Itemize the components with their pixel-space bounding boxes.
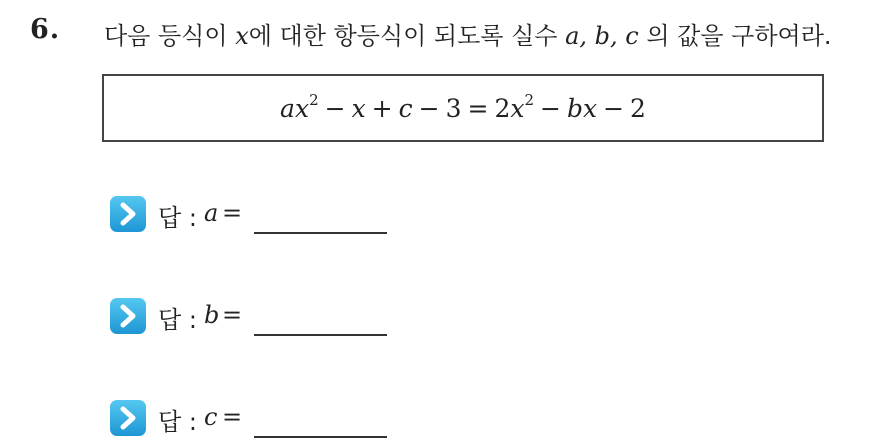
equation-box <box>102 74 824 142</box>
eq-b: b <box>566 93 583 123</box>
question-text-part3: 의 값을 구하여라. <box>638 22 832 50</box>
chevron-right-icon <box>110 196 146 232</box>
answer-blank-b[interactable] <box>254 334 387 336</box>
answer-variable: a <box>204 199 219 227</box>
answer-label: 답 : <box>158 306 197 334</box>
eq-x4: x <box>582 93 598 123</box>
answer-variable: b <box>204 301 220 329</box>
answer-equals: = <box>222 199 243 227</box>
answer-blank-c[interactable] <box>254 436 387 438</box>
eq-exp1: 2 <box>309 90 319 109</box>
equation <box>280 90 646 123</box>
question-text-part2: 에 대한 항등식이 되도록 실수 <box>248 22 566 50</box>
answer-label: 답 : <box>158 204 197 232</box>
eq-x3: x <box>510 93 525 123</box>
eq-minus3: − <box>540 93 561 123</box>
question-text-part1: 다음 등식이 <box>104 22 236 50</box>
question-vars-abc: a, b, c <box>565 22 639 50</box>
answer-equals: = <box>222 403 243 431</box>
eq-equals: = <box>467 93 489 123</box>
question-var-x: x <box>235 22 249 50</box>
chevron-right-icon <box>110 400 146 436</box>
chevron-right-icon <box>110 298 146 334</box>
eq-x2: x <box>351 93 366 123</box>
answer-blank-a[interactable] <box>254 232 387 234</box>
eq-minus4: − <box>603 93 625 123</box>
question-number: 6. <box>30 14 61 45</box>
eq-coef-a: a <box>280 93 295 123</box>
question-text <box>104 16 832 51</box>
answer-equals: = <box>222 301 243 329</box>
eq-x1: x <box>294 93 310 123</box>
answer-label: 답 : <box>158 408 197 436</box>
eq-three: 3 <box>445 93 462 123</box>
eq-c: c <box>398 93 413 123</box>
eq-minus1: − <box>324 93 346 123</box>
answer-variable: c <box>204 403 218 431</box>
eq-two: 2 <box>494 93 511 123</box>
eq-two-const: 2 <box>630 93 646 123</box>
eq-minus2: − <box>418 93 440 123</box>
eq-exp2: 2 <box>524 90 535 109</box>
eq-plus: + <box>371 93 393 123</box>
